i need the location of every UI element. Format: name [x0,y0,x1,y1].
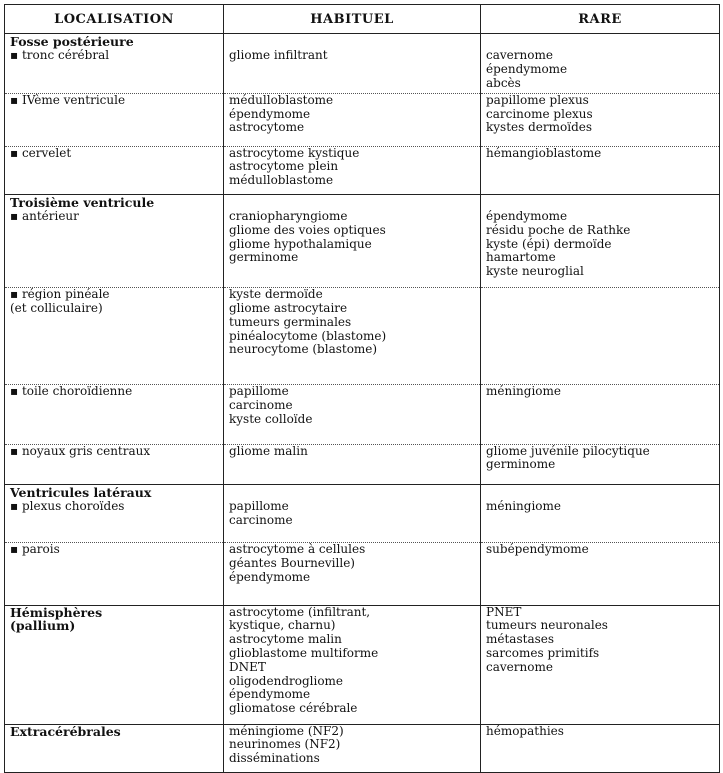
cell-line: kystique, charnu) [229,618,336,633]
cell-line: ▪ plexus choroïdes [10,499,125,513]
cell-line: kyste dermoïde [229,287,323,302]
cell-line: hémopathies [486,724,564,738]
cell-habituel [224,146,481,195]
cell-line: ▪ noyaux gris centraux [10,444,151,458]
cell-line: carcinome plexus [486,106,593,121]
cell-localisation [5,384,224,444]
cell-line: Extracérébrales [10,724,121,739]
cell-line: gliomatose cérébrale [229,701,358,716]
cell-line: gliome malin [229,444,308,458]
cell-habituel [224,49,481,93]
cell-line: épendymome [229,687,311,702]
cell-line: papillome plexus [486,93,589,107]
cell-line: astrocytome à cellules [229,542,366,557]
cell-localisation [5,605,224,724]
cell-habituel [224,724,481,773]
cell-line: cavernome [486,659,553,674]
cell-line: astrocytome malin [229,632,342,647]
cell-line: épendymome [486,61,568,76]
cell-line: kyste colloïde [229,411,313,426]
cell-line: astrocytome plein [229,159,339,174]
table-row [5,49,720,93]
cell-habituel [224,210,481,288]
cell-line: disséminations [229,751,320,766]
header-rare: RARE [481,5,720,34]
cell-habituel [224,93,481,146]
cell-rare [481,605,720,724]
cell-rare [481,500,720,543]
cell-line: épendymome [229,106,311,121]
cell-line: tumeurs germinales [229,314,352,329]
table-row [5,384,720,444]
cell-line: oligodendrogliome [229,673,344,688]
cell-line: germinome [229,250,299,265]
table-row [5,146,720,195]
cell-line: métastases [486,632,555,647]
cell-line: PNET [486,605,522,619]
cell-line: géantes Bourneville) [229,556,355,571]
cell-line: gliome des voies optiques [229,222,386,237]
cell-localisation [5,444,224,484]
section-title: Fosse postérieure [5,34,224,50]
cell-habituel [224,500,481,543]
cell-line: hémangioblastome [486,146,602,160]
cell-line: gliome juvénile pilocytique [486,444,650,458]
cell-line: glioblastome multiforme [229,646,379,660]
section-title: Troisième ventricule [5,195,224,211]
cell-line: papillome [229,499,289,513]
cell-line: ▪ cervelet [10,146,72,160]
cell-line: abcès [486,75,521,90]
cell-line: (et colliculaire) [10,300,103,315]
cell-line: gliome hypothalamique [229,236,372,251]
cell-habituel [224,384,481,444]
cell-line: ▪ parois [10,542,60,557]
cell-habituel [224,288,481,385]
cell-habituel [224,605,481,724]
cell-localisation [5,146,224,195]
header-localisation: LOCALISATION [5,5,224,34]
tumor-localisation-table [4,4,720,773]
cell-line: subépendymome [486,542,589,557]
cell-line: sarcomes primitifs [486,646,600,660]
cell-line: gliome astrocytaire [229,300,348,315]
cell-line: méningiome (NF2) [229,724,344,738]
header-row [5,5,720,34]
cell-line: médulloblastome [229,93,334,107]
table-row [5,605,720,724]
cell-localisation [5,543,224,605]
cell-rare [481,444,720,484]
cell-rare [481,210,720,288]
cell-line: carcinome [229,512,293,527]
cell-line: DNET [229,659,266,674]
cell-rare [481,543,720,605]
cell-line: kyste neuroglial [486,264,584,279]
table-row [5,288,720,385]
cell-line: astrocytome (infiltrant, [229,605,371,619]
cell-localisation [5,93,224,146]
cell-line: astrocytome [229,120,305,135]
cell-line: kystes dermoïdes [486,120,593,135]
cell-line: tumeurs neuronales [486,618,608,633]
cell-line: résidu poche de Rathke [486,222,631,237]
cell-line: cavernome [486,49,553,62]
cell-habituel [224,444,481,484]
section-row [5,195,720,211]
cell-localisation [5,724,224,773]
cell-localisation [5,500,224,543]
cell-line: ▪ IVème ventricule [10,93,126,107]
cell-line: neurocytome (blastome) [229,342,378,357]
cell-rare [481,93,720,146]
cell-line: (pallium) [10,618,76,634]
cell-line: kyste (épi) dermoïde [486,236,612,251]
table-row [5,543,720,605]
cell-line: méningiome [486,384,561,398]
cell-line: germinome [486,457,556,472]
section-row [5,34,720,50]
cell-line: neurinomes (NF2) [229,737,341,752]
table-row [5,444,720,484]
cell-habituel [224,543,481,605]
section-title: Ventricules latéraux [5,484,224,500]
cell-localisation [5,288,224,385]
cell-rare [481,49,720,93]
cell-line: ▪ région pinéale [10,287,110,302]
cell-line: carcinome [229,397,293,412]
cell-line: médulloblastome [229,173,334,188]
cell-line: épendymome [229,569,311,584]
table-row [5,500,720,543]
cell-line: ▪ antérieur [10,210,79,224]
header-habituel: HABITUEL [224,5,481,34]
cell-line: Hémisphères [10,605,103,620]
cell-line: papillome [229,384,289,398]
table-row [5,210,720,288]
cell-line: ▪ tronc cérébral [10,49,110,62]
cell-rare [481,288,720,385]
cell-localisation [5,210,224,288]
cell-rare [481,146,720,195]
table-row [5,93,720,146]
cell-line: méningiome [486,499,561,513]
cell-line: astrocytome kystique [229,146,360,160]
cell-line: gliome infiltrant [229,49,328,62]
section-row [5,484,720,500]
cell-rare [481,724,720,773]
cell-localisation [5,49,224,93]
table-wrapper [4,4,719,766]
cell-line: épendymome [486,210,568,224]
cell-line: pinéalocytome (blastome) [229,328,387,343]
cell-line: ▪ toile choroïdienne [10,384,133,398]
cell-rare [481,384,720,444]
table-row [5,724,720,773]
cell-line: hamartome [486,250,556,265]
cell-line: craniopharyngiome [229,210,348,224]
